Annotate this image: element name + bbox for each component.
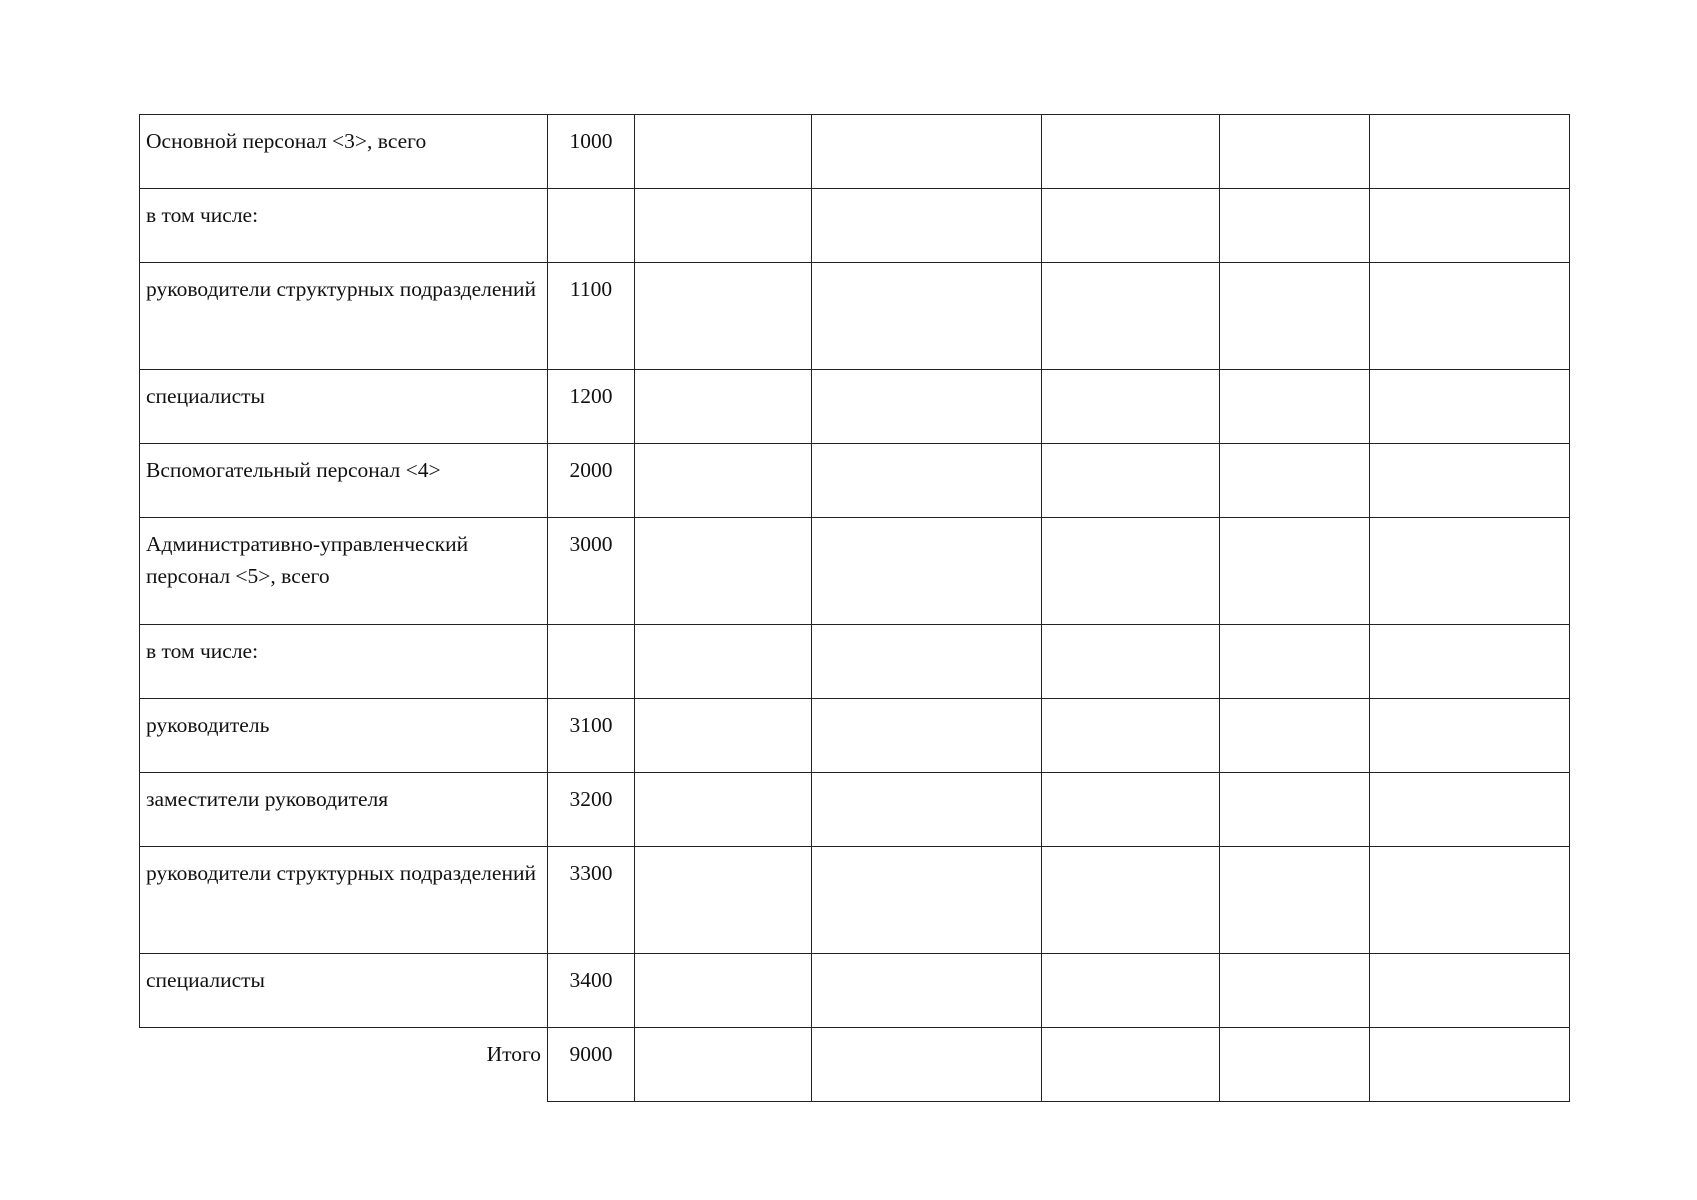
empty-cell: [1042, 370, 1220, 444]
row-code: [548, 189, 635, 263]
table-row: [140, 773, 1570, 847]
row-label: специалисты: [140, 954, 548, 1028]
empty-cell: [1370, 263, 1570, 370]
empty-cell: [635, 263, 812, 370]
empty-cell: [1042, 518, 1220, 625]
empty-cell: [812, 773, 1042, 847]
empty-cell: [1042, 115, 1220, 189]
empty-cell: [635, 625, 812, 699]
empty-cell: [1042, 954, 1220, 1028]
row-label: Вспомогательный персонал <4>: [140, 444, 548, 518]
empty-cell: [1042, 189, 1220, 263]
empty-cell: [1220, 444, 1370, 518]
empty-cell: [1220, 189, 1370, 263]
empty-cell: [1042, 699, 1220, 773]
row-code: 3300: [548, 847, 635, 954]
empty-cell: [1042, 263, 1220, 370]
empty-cell: [1370, 189, 1570, 263]
empty-cell: [812, 518, 1042, 625]
empty-cell: [1370, 954, 1570, 1028]
empty-cell: [635, 444, 812, 518]
row-code: 3400: [548, 954, 635, 1028]
row-label: Основной персонал <3>, всего: [140, 115, 548, 189]
empty-cell: [812, 1028, 1042, 1102]
table-row: [140, 263, 1570, 370]
row-label: в том числе:: [140, 189, 548, 263]
empty-cell: [1370, 699, 1570, 773]
empty-cell: [635, 1028, 812, 1102]
empty-cell: [1370, 518, 1570, 625]
empty-cell: [1370, 625, 1570, 699]
table-row: [140, 518, 1570, 625]
row-label: руководители структурных подразделений: [140, 847, 548, 954]
empty-cell: [635, 370, 812, 444]
empty-cell: [1220, 1028, 1370, 1102]
empty-cell: [1220, 370, 1370, 444]
row-label: руководители структурных подразделений: [140, 263, 548, 370]
empty-cell: [1370, 370, 1570, 444]
table-row: [140, 189, 1570, 263]
empty-cell: [635, 699, 812, 773]
empty-cell: [635, 773, 812, 847]
empty-cell: [812, 444, 1042, 518]
table-row: [140, 954, 1570, 1028]
row-code: 2000: [548, 444, 635, 518]
row-code: [548, 625, 635, 699]
empty-cell: [1220, 625, 1370, 699]
empty-cell: [635, 518, 812, 625]
empty-cell: [1042, 444, 1220, 518]
empty-cell: [812, 370, 1042, 444]
empty-cell: [812, 263, 1042, 370]
empty-cell: [635, 115, 812, 189]
empty-cell: [1370, 773, 1570, 847]
empty-cell: [635, 847, 812, 954]
empty-cell: [1220, 954, 1370, 1028]
table-row: [140, 370, 1570, 444]
empty-cell: [1370, 847, 1570, 954]
empty-cell: [635, 189, 812, 263]
empty-cell: [1220, 263, 1370, 370]
empty-cell: [1042, 625, 1220, 699]
row-code: 1000: [548, 115, 635, 189]
empty-cell: [812, 625, 1042, 699]
empty-cell: [1220, 115, 1370, 189]
empty-cell: [1042, 847, 1220, 954]
empty-cell: [812, 954, 1042, 1028]
row-code: 1200: [548, 370, 635, 444]
empty-cell: [812, 189, 1042, 263]
row-code: 3200: [548, 773, 635, 847]
empty-cell: [1220, 699, 1370, 773]
empty-cell: [1042, 1028, 1220, 1102]
empty-cell: [1220, 773, 1370, 847]
empty-cell: [1042, 773, 1220, 847]
empty-cell: [1220, 847, 1370, 954]
total-row: [140, 1028, 1570, 1102]
staff-table: [139, 114, 1570, 1102]
empty-cell: [812, 115, 1042, 189]
total-code: 9000: [548, 1028, 635, 1102]
table-row: [140, 115, 1570, 189]
row-code: 1100: [548, 263, 635, 370]
row-label: заместители руководителя: [140, 773, 548, 847]
empty-cell: [812, 847, 1042, 954]
row-code: 3000: [548, 518, 635, 625]
table-row: [140, 625, 1570, 699]
row-label: руководитель: [140, 699, 548, 773]
total-label: Итого: [140, 1028, 548, 1102]
table-row: [140, 444, 1570, 518]
staff-table-body: [140, 115, 1570, 1102]
table-row: [140, 699, 1570, 773]
empty-cell: [1220, 518, 1370, 625]
empty-cell: [1370, 444, 1570, 518]
empty-cell: [812, 699, 1042, 773]
row-code: 3100: [548, 699, 635, 773]
row-label: специалисты: [140, 370, 548, 444]
row-label: Административно-управленческий персонал <5>, всего: [140, 518, 548, 625]
table-row: [140, 847, 1570, 954]
row-label: в том числе:: [140, 625, 548, 699]
empty-cell: [1370, 1028, 1570, 1102]
empty-cell: [1370, 115, 1570, 189]
empty-cell: [635, 954, 812, 1028]
